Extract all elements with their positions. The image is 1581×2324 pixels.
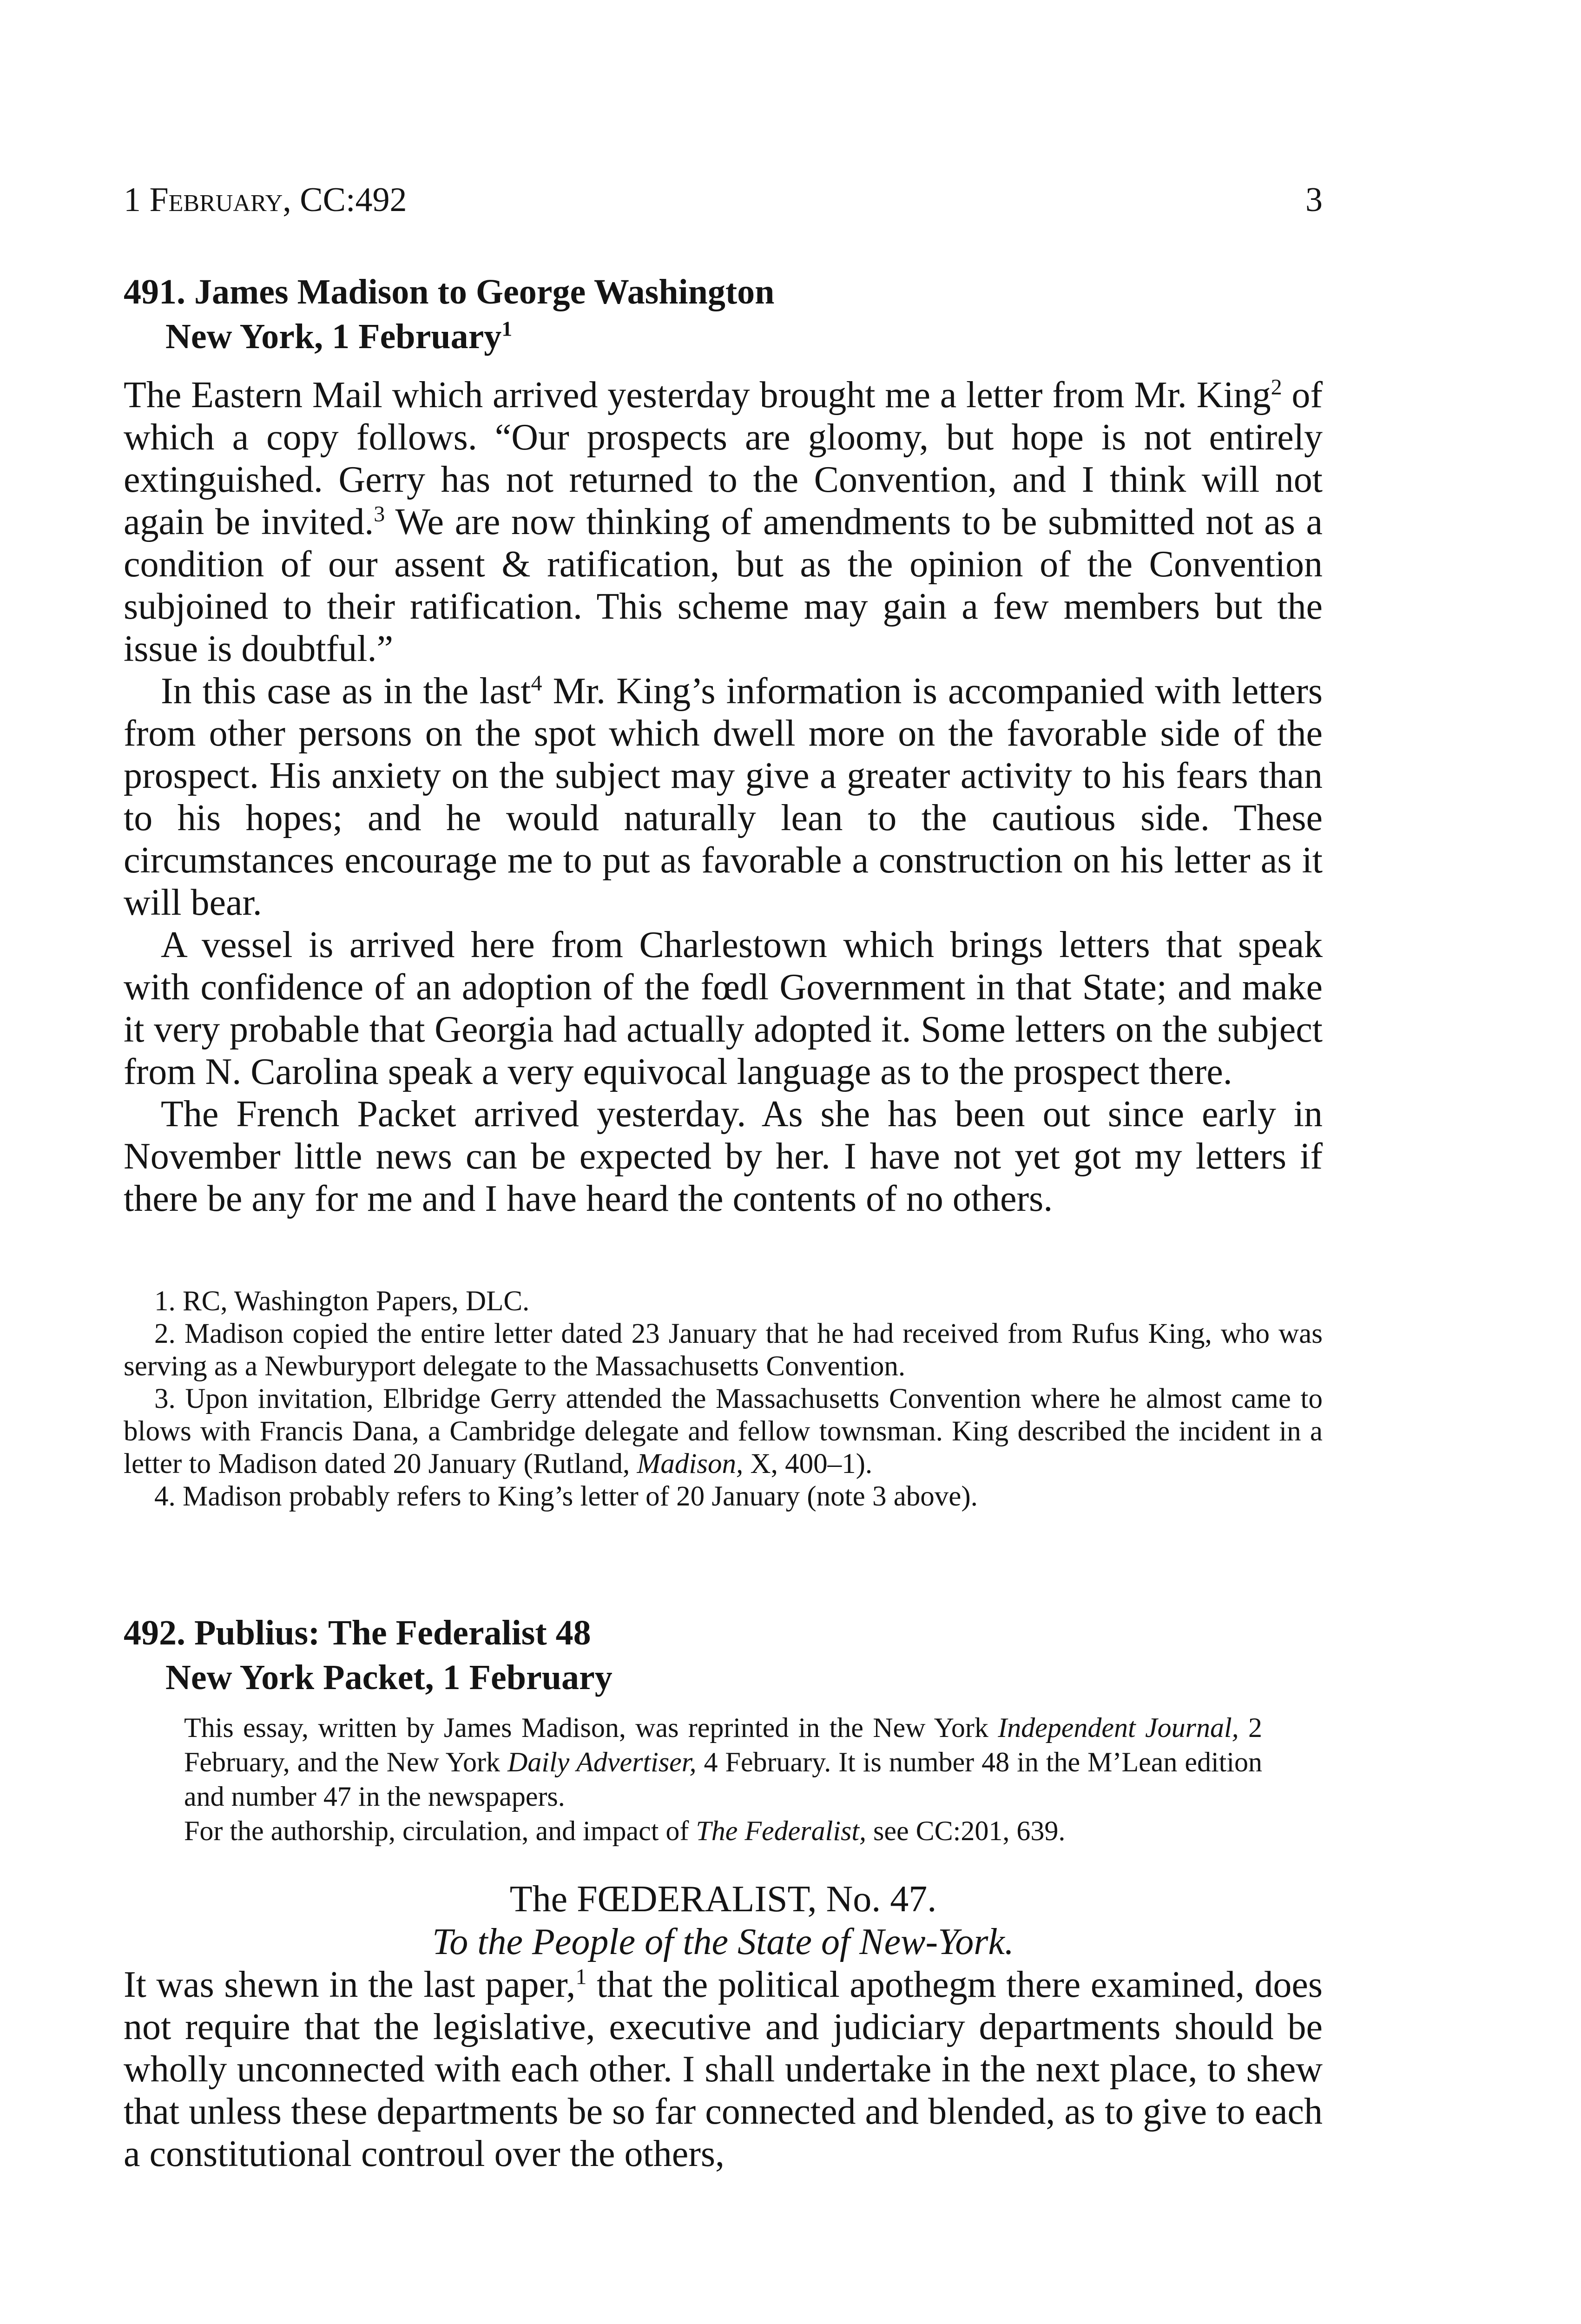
doc-491-title-note-ref: 1 [501, 317, 513, 341]
headnote-paragraph: This essay, written by James Madison, was reprinted in the New York Independent Journal, 2 February, and the New York Daily Advertiser, 4 February. It is number 48 in the M’Lean edition and number 47 in the newspapers. [184, 1712, 1262, 1812]
note-reference: 1 [575, 1964, 587, 1989]
italic-title: Independent Journal, [998, 1712, 1239, 1743]
running-head-date [124, 181, 407, 219]
doc-492-title-line1: 492. Publius: The Federalist 48 [124, 1613, 591, 1652]
letter-paragraph: In this case as in the last$^4$ Mr. King’s information is accompanied with letters from other persons on the spot which dwell more on the favorable side of the prospect. His anxiety on the subject may give a greater activity to his fears than to his hopes; and he would naturally lean to the cautious side. These circumstances encourage me to put as favorable a construction on his letter as it will bear. [124, 671, 1323, 923]
footnote: 4. Madison probably refers to King’s letter of 20 January (note 3 above). [154, 1481, 978, 1512]
doc-491-letter-body [124, 374, 1323, 1220]
letter-paragraph: The Eastern Mail which arrived yesterday brought me a letter from Mr. King$^2$ of which a copy follows. “Our prospects are gloomy, but hope is not entirely extinguished. Gerry has not returned to the Convention, and I think will not again be invited.$^3$ We are now thinking of amendments to be submitted not as a condition of our assent & ratification, but as the opinion of the Convention subjoined to their ratification. This scheme may gain a few members but the issue is doubtful.” [124, 375, 1323, 669]
headnote-paragraph: For the authorship, circulation, and impact of The Federalist, see CC:201, 639. [184, 1816, 1066, 1846]
footnote: 1. RC, Washington Papers, DLC. [154, 1286, 530, 1317]
italic-title: Daily Advertiser, [507, 1747, 697, 1777]
doc-491-title-line1: 491. James Madison to George Washington [124, 272, 775, 311]
note-reference: 2 [1271, 375, 1282, 400]
footnote: 3. Upon invitation, Elbridge Gerry attended the Massachusetts Convention where he almost came to blows with Francis Dana, a Cambridge delegate and fellow townsman. King described the incident in a letter to Madison dated 20 January (Rutland, Madison, X, 400–1). [124, 1383, 1323, 1479]
essay-paragraph: It was shewn in the last paper,$^1$ that the political apothegm there examined, does not require that the legislative, executive and judiciary departments should be wholly unconnected with each other. I shall undertake in the next place, to shew that unless these departments be so far connected and blended, as to give to each a constitutional controul over the others, [124, 1964, 1323, 2174]
doc-491-place-date: New York, 1 February [165, 317, 502, 356]
letter-paragraph: A vessel is arrived here from Charlestown which brings letters that speak with confidence of an adoption of the fœdl Government in that State; and make it very probable that Georgia had actually adopted it. Some letters on the subject from N. Carolina speak a very equivocal language as to the prospect there. [124, 924, 1323, 1092]
page-number: 3 [1305, 181, 1323, 219]
doc-492-title [124, 1611, 613, 1700]
note-reference: 3 [374, 502, 385, 527]
doc-491-title-line2 [124, 314, 774, 359]
doc-492-headnote [124, 1710, 1323, 1848]
italic-title: The Federalist, [696, 1816, 867, 1846]
italic-title: Madison, [637, 1448, 744, 1479]
running-head-date-text: 1 February, [124, 181, 291, 219]
essay-title: The FŒDERALIST, No. 47. [509, 1879, 937, 1920]
note-reference: 4 [531, 671, 542, 696]
letter-paragraph: The French Packet arrived yesterday. As she has been out since early in November little news can be expected by her. I have not yet got my letters if there be any for me and I have heard the contents of no others. [124, 1094, 1323, 1219]
footnote: 2. Madison copied the entire letter dated 23 January that he had received from Rufus King, who was serving as a Newburyport delegate to the Massachusetts Convention. [124, 1318, 1323, 1382]
essay-heading [124, 1878, 1323, 1963]
essay-address: To the People of the State of New-York. [432, 1921, 1014, 1962]
doc-491-title [124, 270, 774, 359]
doc-491-footnotes [124, 1285, 1323, 1513]
running-head-cc: CC:492 [291, 181, 407, 219]
running-head [124, 177, 1323, 223]
essay-body [124, 1964, 1323, 2175]
doc-492-title-line2: New York Packet, 1 February [165, 1658, 613, 1697]
